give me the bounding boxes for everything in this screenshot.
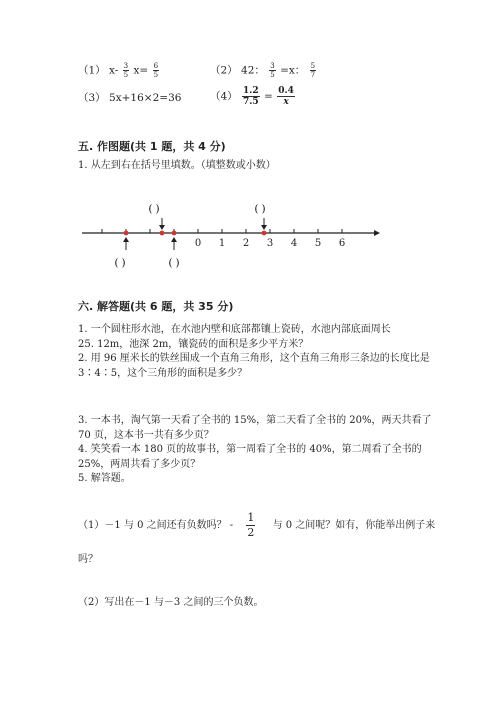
question-4: 4. 笑笑看一本 180 页的故事书，第一周看了全书的 40%，第二周看了全书的 25%，两周共看了多少页？ (78, 444, 422, 470)
equation-3: （3） 5x+16×2=36 (78, 92, 182, 104)
red-point (124, 231, 129, 236)
equation-label: （1） (78, 64, 106, 77)
question-text: 1. 从左到右在括号里填数。（填整数或小数） (78, 160, 276, 171)
question-5-sub-1: （1）－1 与 0 之间还有负数吗？ - $\frac{1}{2}$ 与 0 之间呢？如有，你能举出例子来 (78, 511, 436, 539)
bracket-bottom-1: ( ) (114, 258, 126, 269)
equation-label: （3） (78, 92, 106, 104)
tick-marks (102, 229, 342, 233)
tick-label: 1 (218, 238, 226, 249)
bracket-top-1: ( ) (148, 204, 160, 215)
tick-label: 4 (290, 238, 298, 249)
question-5: 5. 解答题。 (78, 473, 131, 484)
question-1: 1. 一个圆柱形水池，在水池内壁和底部都镶上瓷砖，水池内部底面周长 25. 12m，池深 2m，镶瓷砖的面积是多少平方米？ (78, 324, 391, 350)
equation-2: （2） 42： $\frac{3}{5}$ =x： $\frac{5}{7}$ (210, 62, 316, 79)
tick-label: 6 (338, 238, 346, 249)
fraction: $\frac{0.4}{x}$ (278, 86, 294, 107)
question-3: 3. 一本书，淘气第一天看了全书的 15%，第二天看了全书的 20%，两天共看了 70 页，这本书一共有多少页？ (78, 415, 432, 441)
question-2: 2. 用 96 厘米长的铁丝围成一个直角三角形，这个直角三角形三条边的长度比是 3∶4∶5，这个三角形的面积是多少？ (78, 353, 430, 379)
number-line (70, 190, 390, 275)
tick-label: 2 (242, 238, 250, 249)
fraction: $\frac{6}{5}$ (153, 62, 159, 79)
equation-4: （4） $\frac{1.2}{7.5}$ = $\frac{0.4}{x}$ (210, 86, 294, 107)
tick-label: 0 (194, 238, 202, 249)
bracket-bottom-2: ( ) (168, 258, 180, 269)
tick-label: 5 (314, 238, 322, 249)
fraction: $\frac{3}{5}$ (123, 62, 129, 79)
section-title: 五. 作图题(共 1 题，共 4 分) (78, 140, 226, 153)
question-5-sub-2: （2）写出在－1 与－3 之间的三个负数。 (78, 597, 264, 608)
arrow-head-icon (374, 230, 380, 236)
section-title: 六. 解答题(共 6 题，共 35 分) (78, 300, 234, 313)
fraction: $\frac{3}{5}$ (270, 62, 275, 79)
fraction: $\frac{1}{2}$ (247, 511, 255, 539)
question-5-sub-1-cont: 吗？ (78, 554, 98, 565)
equation-label: （2） (210, 64, 238, 77)
tick-labels (195, 238, 345, 249)
red-point (262, 231, 267, 236)
red-point (160, 231, 165, 236)
bracket-top-2: ( ) (254, 204, 266, 215)
red-point (172, 231, 177, 236)
fraction: $\frac{1.2}{7.5}$ (243, 86, 259, 107)
equation-label: （4） (210, 90, 238, 103)
fraction: $\frac{5}{7}$ (310, 62, 316, 79)
equation-1: （1） x- $\frac{3}{5}$ x= $\frac{6}{5}$ (78, 62, 159, 79)
tick-label: 3 (266, 238, 274, 249)
